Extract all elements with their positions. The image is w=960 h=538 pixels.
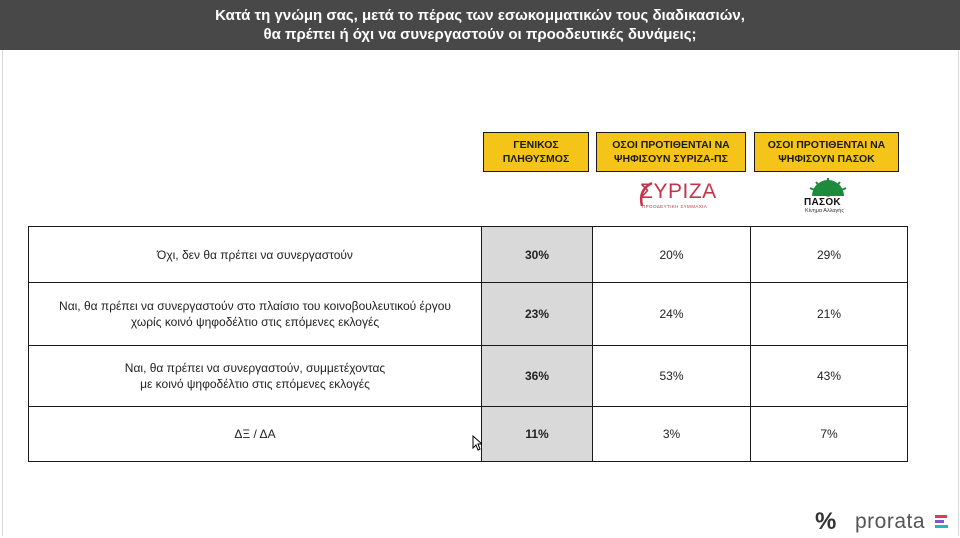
row-label [29, 407, 482, 462]
cell-syriza: 24% [593, 283, 751, 346]
row-label-line: ΔΞ / ΔΑ [234, 427, 276, 441]
cell-general: 23% [482, 283, 593, 346]
table-row [29, 346, 908, 407]
pasok-logo [795, 178, 865, 218]
cell-syriza: 20% [593, 227, 751, 283]
column-header-syriza [596, 132, 746, 172]
row-label-line: Ναι, θα πρέπει να συνεργαστούν στο πλαίσιο του κοινοβουλευτικού έργου [59, 299, 451, 313]
row-label-line: Όχι, δεν θα πρέπει να συνεργαστούν [157, 247, 353, 262]
brand-bars-icon [935, 515, 949, 533]
column-header-syriza-line2: ΨΗΦΙΣΟΥΝ ΣΥΡΙΖΑ-ΠΣ [614, 153, 728, 165]
row-label [29, 346, 482, 407]
row-label-line: χωρίς κοινό ψηφοδέλτιο στις επόμενες εκλογές [130, 315, 380, 329]
brand-name: prorata [855, 510, 926, 533]
title-line-1: Κατά τη γνώμη σας, μετά το πέρας των εσωκομματικών τους διαδικασιών, [215, 7, 745, 24]
row-label-line: με κοινό ψηφοδέλτιο στις επόμενες εκλογές [140, 377, 370, 391]
cell-syriza: 3% [593, 407, 751, 462]
column-header-general-line1: ΓΕΝΙΚΟΣ [513, 139, 559, 151]
title-bar [0, 0, 960, 50]
table-row [29, 283, 908, 346]
pasok-logo-sub: Κίνημα Αλλαγής [805, 208, 844, 214]
cell-pasok: 21% [751, 283, 908, 346]
row-label [29, 227, 482, 283]
table-row [29, 407, 908, 462]
row-label [29, 283, 482, 346]
column-header-general [483, 132, 589, 172]
mouse-pointer-icon [472, 435, 482, 451]
cell-pasok: 7% [751, 407, 908, 462]
cell-general: 36% [482, 346, 593, 407]
title-line-2: θα πρέπει ή όχι να συνεργαστούν οι προοδευτικές δυνάμεις; [263, 26, 697, 43]
percent-icon: % [815, 508, 837, 535]
cell-general: 11% [482, 407, 593, 462]
column-header-pasok-line2: ΨΗΦΙΣΟΥΝ ΠΑΣΟΚ [778, 153, 875, 165]
pasok-sun-icon [808, 178, 848, 198]
column-header-pasok [754, 132, 899, 172]
syriza-logo-word: ΣΥΡΙΖΑ [640, 180, 717, 203]
cell-pasok: 43% [751, 346, 908, 407]
cell-general: 30% [482, 227, 593, 283]
column-header-general-line2: ΠΛΗΘΥΣΜΟΣ [502, 153, 570, 165]
column-header-pasok-line1: ΟΣΟΙ ΠΡΟΤΙΘΕΝΤΑΙ ΝΑ [767, 139, 886, 151]
column-header-syriza-line1: ΟΣΟΙ ΠΡΟΤΙΘΕΝΤΑΙ ΝΑ [612, 139, 730, 151]
cell-pasok: 29% [751, 227, 908, 283]
footer-brand [815, 508, 955, 536]
table-row [29, 227, 908, 283]
syriza-logo [622, 178, 722, 214]
pasok-logo-word: ΠΑΣΟΚ [804, 197, 841, 208]
results-table [28, 226, 908, 462]
row-label-line: Ναι, θα πρέπει να συνεργαστούν, συμμετέχοντας [124, 361, 386, 375]
syriza-logo-sub: ΠΡΟΟΔΕΥΤΙΚΗ ΣΥΜΜΑΧΙΑ [642, 204, 708, 209]
cell-syriza: 53% [593, 346, 751, 407]
